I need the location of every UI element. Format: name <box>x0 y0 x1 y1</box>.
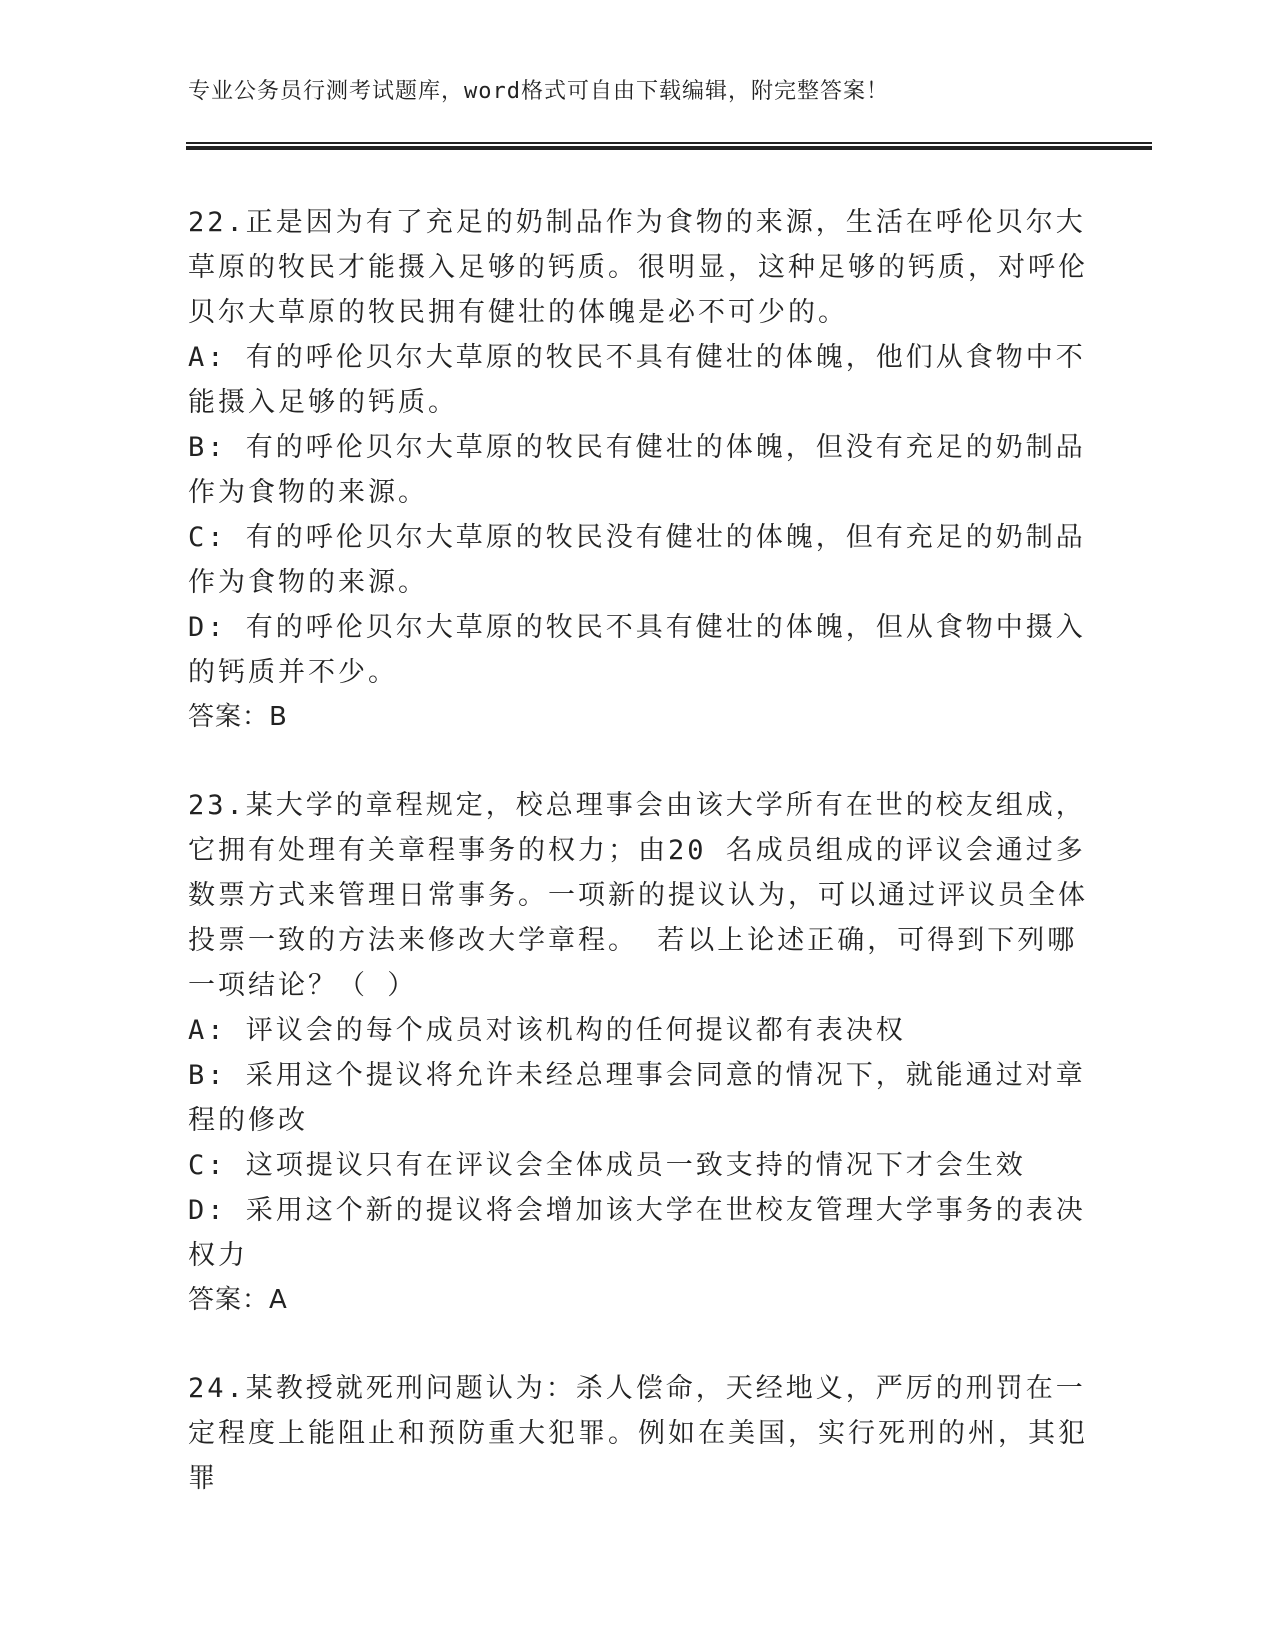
header-divider-thick <box>186 146 1152 150</box>
option-a: A: 有的呼伦贝尔大草原的牧民不具有健壮的体魄，他们从食物中不能摄入足够的钙质。 <box>188 342 1086 418</box>
option-d: D: 有的呼伦贝尔大草原的牧民不具有健壮的体魄，但从食物中摄入的钙质并不少。 <box>188 612 1086 688</box>
answer-label: 答案：A <box>188 1285 288 1315</box>
page-header: 专业公务员行测考试题库，word格式可自由下载编辑，附完整答案！ <box>188 79 889 104</box>
option-c: C: 有的呼伦贝尔大草原的牧民没有健壮的体魄，但有充足的奶制品作为食物的来源。 <box>188 522 1086 598</box>
question-22 <box>188 200 1088 740</box>
question-stem: 24.某教授就死刑问题认为：杀人偿命，天经地义，严厉的刑罚在一定程度上能阻止和预防重大犯罪。例如在美国，实行死刑的州，其犯罪 <box>188 1373 1088 1494</box>
option-d: D: 采用这个新的提议将会增加该大学在世校友管理大学事务的表决权力 <box>188 1195 1086 1271</box>
question-24 <box>188 1366 1088 1501</box>
question-stem: 22.正是因为有了充足的奶制品作为食物的来源，生活在呼伦贝尔大草原的牧民才能摄入足够的钙质。很明显，这种足够的钙质，对呼伦贝尔大草原的牧民拥有健壮的体魄是必不可少的。 <box>188 207 1088 328</box>
answer-label: 答案：B <box>188 702 288 732</box>
question-stem: 23.某大学的章程规定，校总理事会由该大学所有在世的校友组成，它拥有处理有关章程事务的权力；由20 名成员组成的评议会通过多数票方式来管理日常事务。一项新的提议认为，可以通过评议员全体投票一致的方法来修改大学章程。 若以上论述正确，可得到下列哪一项结论？（ ） <box>188 790 1088 1001</box>
question-23 <box>188 783 1088 1323</box>
option-a: A: 评议会的每个成员对该机构的任何提议都有表决权 <box>188 1015 906 1046</box>
option-b: B: 采用这个提议将允许未经总理事会同意的情况下，就能通过对章程的修改 <box>188 1060 1086 1136</box>
option-b: B: 有的呼伦贝尔大草原的牧民有健壮的体魄，但没有充足的奶制品作为食物的来源。 <box>188 432 1086 508</box>
option-c: C: 这项提议只有在评议会全体成员一致支持的情况下才会生效 <box>188 1150 1026 1181</box>
question-list <box>188 200 1088 1544</box>
header-divider-thin <box>186 142 1152 144</box>
